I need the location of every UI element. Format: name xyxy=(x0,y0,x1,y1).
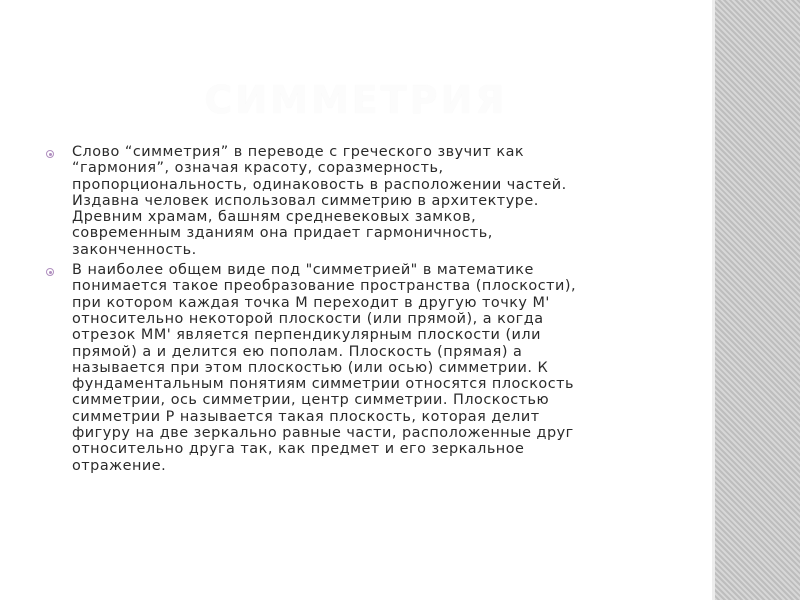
bullet-line: пропорциональность, одинаковость в расположении частей. xyxy=(72,176,567,193)
bullet-line: понимается такое преобразование пространства (плоскости), xyxy=(72,278,577,295)
bullet-line: Издавна человек использовал симметрию в архитектуре. xyxy=(72,192,539,209)
bullet-circle-icon xyxy=(46,150,54,158)
bullet-line: называется при этом плоскостью (или осью) симметрии. К xyxy=(72,359,549,376)
bullet-line: фундаментальным понятиям симметрии относятся плоскость xyxy=(72,376,575,393)
bullet-line: симметрии, ось симметрии, центр симметрии. Плоскостью xyxy=(72,392,550,409)
bullet-text-2 xyxy=(72,262,667,474)
bullet-line: прямой) а и делится ею пополам. Плоскость (прямая) а xyxy=(72,343,523,360)
bullet-circle-icon xyxy=(46,268,54,276)
bullet-line: относительно друга так, как предмет и его зеркальное xyxy=(72,441,525,458)
bullet-item-1 xyxy=(42,144,667,258)
bullet-line: Древним храмам, башням средневековых замков, xyxy=(72,209,477,226)
bullet-line: отрезок ММ' является перпендикулярным плоскости (или xyxy=(72,327,541,344)
slide-title: СИММЕТРИЯ xyxy=(204,78,508,122)
bullet-line: фигуру на две зеркально равные части, расположенные друг xyxy=(72,425,574,442)
bullet-line: Слово “симметрия” в переводе с греческого звучит как xyxy=(72,144,525,160)
decorative-striped-panel xyxy=(712,0,800,600)
bullet-line: современным зданиям она придает гармоничность, xyxy=(72,225,493,242)
bullet-line: В наиболее общем виде под "симметрией" в математике xyxy=(72,262,534,279)
bullet-line: относительно некоторой плоскости (или прямой), а когда xyxy=(72,310,544,327)
bullet-item-2 xyxy=(42,262,667,474)
bullet-line: симметрии Р называется такая плоскость, которая делит xyxy=(72,408,540,425)
panel-edge-divider xyxy=(712,0,715,600)
bullet-line: “гармония”, означая красоту, соразмерность, xyxy=(72,160,444,177)
bullet-line: при котором каждая точка М переходит в другую точку М' xyxy=(72,294,550,311)
bullet-line: законченность. xyxy=(72,241,197,258)
bullet-line: отражение. xyxy=(72,457,167,474)
bullet-text-1 xyxy=(72,144,667,258)
slide-content xyxy=(42,144,667,478)
